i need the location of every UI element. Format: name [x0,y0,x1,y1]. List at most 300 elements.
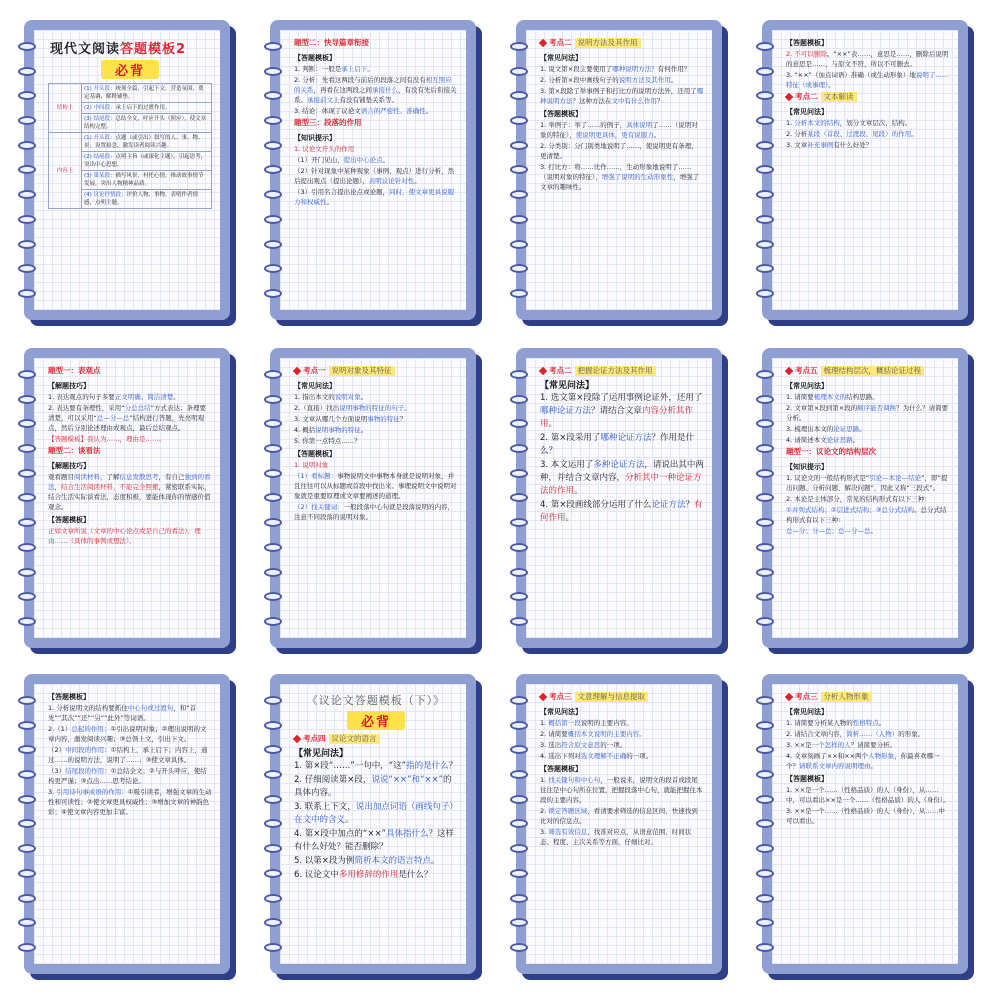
ring-icon [264,141,282,150]
line-text: ，请说出其中两种，并结合文章内容， [540,460,704,483]
spiral-binding [264,696,284,952]
line-text: 观看题目 [48,473,74,481]
line-text: 1. 判断：一般是 [294,65,342,73]
card-content [294,366,458,522]
ring-icon [756,419,774,428]
line-text: 1. 说文第×段主要使用了 [540,65,613,73]
highlighted-text: 说出加点词语（画线句子）在文中的含义 [294,802,458,825]
line-text: 。 [828,81,835,89]
ring-icon [510,518,528,527]
highlighted-text: 1. 议论文开头的作用 [294,145,355,153]
content-line [294,855,458,868]
bracket-label: 【知识提示】 [294,134,336,142]
table-cell [82,103,212,114]
bracket-label: 【答题模板】 [294,450,336,458]
ring-icon [264,190,282,199]
ring-icon [510,264,528,273]
content-line [540,64,704,74]
line-text: ”，即“提出问题、分析问题、解决问题”，因此又称“三段式”。 [786,474,948,492]
table-cell [82,190,212,209]
spiral-binding [756,42,776,298]
highlighted-text: 论证方法 [651,500,686,510]
ring-icon [264,592,282,601]
spiral-binding [510,42,530,298]
line-text: 。 [653,131,661,139]
cell-text: 点明主旨（或深化主题），引起思考，突出中心思想。 [84,154,207,168]
line-text: 2. [540,807,549,815]
content-line [48,403,212,433]
diamond-icon [293,367,301,375]
line-text: 3. 结论：体现了议论文 [294,107,361,115]
content-line [786,129,950,139]
ring-icon [756,264,774,273]
content-line [48,703,212,723]
line-text: 2. 本论是主体部分，常见的结构形式有以下三种： [786,495,931,503]
highlighted-text: 文中有什么作用 [611,97,657,105]
grid-paper [772,358,958,638]
ring-icon [510,918,528,927]
ring-icon [18,91,36,100]
heading-text: 考点二 [549,366,572,375]
ring-icon [756,469,774,478]
line-text: 3. 本文运用了 [540,460,594,470]
ring-icon [756,444,774,453]
line-text: 4. 第×段中加点的“××” [294,829,386,839]
ring-icon [264,943,282,952]
highlighted-text: 哪种说明方法 [540,87,704,105]
ring-icon [18,894,36,903]
ring-icon [18,844,36,853]
line-text: 4. 文章刻画了××和××两个 [786,752,869,760]
ring-icon [18,745,36,754]
ring-icon [18,289,36,298]
ring-icon [756,592,774,601]
ring-icon [756,240,774,249]
content-line [540,499,704,525]
ring-icon [510,592,528,601]
ring-icon [756,141,774,150]
ring-icon [264,42,282,51]
line-text: ？这种方法在 [572,97,612,105]
ring-icon [264,770,282,779]
line-text: 有什么好处？ [833,141,873,149]
ring-icon [756,67,774,76]
content-line [48,745,212,765]
line-text: 的一项。 [626,752,653,760]
bracket-label: 【常见问法】 [540,54,582,62]
content-line [786,392,950,402]
highlighted-text: 哪种论证方法 [540,406,592,416]
ring-icon [510,819,528,828]
highlighted-text: 多用修辞的作用 [338,870,399,880]
content-line [294,502,458,522]
heading-text: 考点二 [795,92,818,101]
cell-text: 承上启下的过渡作用。 [115,105,171,111]
line-text: 。 [870,527,877,535]
line-text: 。 [382,156,390,164]
card-title: 《议论文答题模板（下）》 [306,694,446,707]
ring-icon [510,42,528,51]
highlighted-text: 概括本文说明的主要内容 [567,730,640,738]
ring-icon [264,568,282,577]
content-line [786,435,950,445]
highlighted-text: 语言的严密性、准确性 [360,107,426,115]
line-text: 。 [360,426,368,434]
highlighted-text: 信息发散思考 [119,473,159,481]
row-label: 结构上 [49,84,82,133]
content-line [786,473,950,493]
card-content [48,690,212,817]
content-line [786,740,950,750]
ring-icon [756,696,774,705]
highlighted-text: 简析本文的语言特点 [354,856,431,866]
grid-paper [280,358,466,638]
spiral-binding [756,370,776,626]
highlighted-text: 事物的特征 [367,415,400,423]
line-text: 的形象。 [898,730,925,738]
content-line [48,434,212,444]
ring-icon [510,795,528,804]
content-line [294,187,458,207]
line-text: 4. 请简述本文 [786,436,827,444]
content-line [786,70,950,90]
line-text: 。 [430,856,440,866]
table-row [49,84,212,103]
card-content [48,366,212,546]
line-text: 。 [548,419,558,429]
highlighted-text: 【答题模板】我认为……，理由是……。 [48,435,165,443]
line-text: ：①结构上，承上启下；内容上，通过……的说明方法，说明了……；③使文章具体。 [48,746,208,764]
line-text: 5. 你第一点特点……？ [294,437,361,445]
content-line [294,144,458,154]
content-line [48,472,212,512]
content-line [786,403,950,423]
content-line [294,75,458,105]
ring-icon [510,721,528,730]
ring-icon [756,617,774,626]
ring-icon [510,67,528,76]
content-line [48,724,212,744]
ring-icon [18,165,36,174]
heading-text: 考点二 [549,38,572,47]
line-text: 。 [367,65,374,73]
spiral-binding [18,42,38,298]
highlighted-text: 说说“××”和“××” [371,775,444,785]
ring-icon [510,240,528,249]
highlighted-text: 论证思路 [833,425,860,433]
section-heading [786,366,950,376]
ring-icon [18,795,36,804]
heading-highlight: 把握论证方法及其作用 [575,366,656,376]
ring-icon [756,42,774,51]
line-text: 2. 分析：先看这两段与前后的段落之间有没有 [294,76,426,84]
ring-icon [264,240,282,249]
highlighted-text: 总起的作用 [71,725,104,733]
bracket-label: 【常见问法】 [786,108,828,116]
ring-icon [510,617,528,626]
highlighted-text: 人物形象 [868,752,895,760]
ring-icon [18,869,36,878]
ring-icon [756,918,774,927]
ring-icon [18,770,36,779]
section-heading [294,366,458,376]
highlighted-text: 一个怎样的人 [811,741,851,749]
content-line [294,471,458,501]
line-text: ？请简要分析。 [850,741,897,749]
highlighted-text: ①并列式结构；②层进式结构；③总分式结构 [786,506,914,514]
ring-icon [264,419,282,428]
ring-icon [756,568,774,577]
line-text: ，增强了文章的趣味性。 [540,173,700,191]
must-memorize-badge: 必背 [347,711,405,730]
title-prefix: 现代文阅读 [50,42,121,57]
line-text: （2） [48,746,66,754]
ring-icon [18,469,36,478]
content-line [294,106,458,116]
highlighted-text: 结尾段的作用 [65,767,105,775]
highlighted-text: 锁定答题区域 [548,807,588,815]
card-title [50,38,212,57]
notebook-card [270,348,476,648]
highlighted-text: 顺序能否调换 [857,404,897,412]
content-line [294,64,458,74]
content-line [786,806,950,826]
content-line [294,801,458,827]
ring-icon [756,745,774,754]
highlighted-text: 分总总结 [124,404,151,412]
line-text: ，看清要求筛选的信息区间，快速找到比对的信息点。 [540,807,698,825]
grid-paper [772,684,958,964]
highlighted-text: 承上启下 [341,65,368,73]
question-type-heading: 题型一：表观点 [48,366,101,375]
line-text: ，和“首先”“其次”“还”“另”“此外”等词语。 [48,704,197,722]
content-line [294,774,458,800]
line-text: 说明的主要内容。 [580,719,633,727]
highlighted-text: 简析……（人物） [846,730,899,738]
highlighted-text: （2） [294,503,312,511]
bracket-label: 【答题模板】 [786,775,828,783]
notebook-card [516,674,722,974]
content-line [294,828,458,854]
line-text: ，有没有先后衔接关系。 [294,86,457,104]
bracket-label: 【常见问法】 [786,708,828,716]
line-text: （1）开门见山， [294,156,344,164]
line-text: 了……（说明对象的特征）， [540,121,698,139]
line-text: ，再看在这两段之间 [313,86,372,94]
line-text: 。 [173,393,180,401]
structure-table [48,83,212,209]
line-text: 3. 选出 [540,741,562,749]
line-text: 1. 指出本文的 [294,393,335,401]
content-line [540,729,704,739]
line-text: 。 [326,198,333,206]
content-line [540,86,704,106]
card-content [294,734,458,882]
ring-icon [18,696,36,705]
highlighted-text: 具体说明 [626,121,653,129]
cell-text: (2) 中间段： [84,105,116,111]
line-text: ”方式表达；条理要清楚，可以采用“ [48,404,207,422]
line-text: 1. 议论文的一般结构形式是“ [786,474,870,482]
cell-text: (3) 结尾段： [84,116,116,122]
bracket-label: 【解题技巧】 [48,462,90,470]
ring-icon [264,721,282,730]
cell-text: 统领全篇，引起下文， [115,86,171,92]
line-text: 3. 文章 [786,141,808,149]
ring-icon [756,370,774,379]
line-text: 3. [48,788,57,796]
heading-text: 考点一 [303,366,326,375]
ring-icon [756,844,774,853]
line-text: ？请结合文章 [591,406,643,416]
content-line [786,49,950,69]
ring-icon [756,770,774,779]
line-text: ：①引出说明对象；②理出说明的文章内容，激发阅读兴趣；③总领上文，引出下文。 [48,725,207,743]
content-line [48,392,212,402]
notebook-card [762,348,968,648]
section-heading [540,366,704,376]
content-line [786,729,950,739]
line-text: 。 [859,425,866,433]
highlighted-text: 符合原文意思 [561,741,601,749]
highlighted-text: 阅读材料 [74,473,100,481]
highlighted-text: 看标题： [311,472,338,480]
line-text: 的具体内容。 [294,775,452,798]
ring-icon [756,721,774,730]
ring-icon [264,918,282,927]
content-line [786,785,950,805]
content-line [540,827,704,847]
line-text: 2. 仔细阅读第×段， [294,775,372,785]
line-text: 。 [639,730,646,738]
content-line [540,806,704,826]
ring-icon [510,493,528,502]
ring-icon [756,116,774,125]
ring-icon [756,543,774,552]
line-text: 3. 联系上下文， [294,802,356,812]
diamond-icon [785,367,793,375]
ring-icon [18,543,36,552]
ring-icon [18,819,36,828]
highlighted-text: 哪种论证方法 [600,433,652,443]
diamond-icon [785,693,793,701]
highlighted-text: 找关键句和中心句 [548,776,601,784]
highlighted-text: 说明事物的特征的句子 [339,404,405,412]
line-text: 。 [345,815,354,825]
ring-icon [18,141,36,150]
content-line [540,459,704,498]
notebook-card [762,20,968,320]
table-cell [82,152,212,171]
ring-icon [264,819,282,828]
cell-text: 营造氛围，奠定基调，解释铺垫。 [84,86,204,100]
content-line [786,718,950,728]
bracket-label: 【答题模板】 [294,54,336,62]
ring-icon [264,844,282,853]
ring-icon [756,215,774,224]
highlighted-text: 承接前文 [307,96,333,104]
ring-icon [756,795,774,804]
ring-icon [510,395,528,404]
ring-icon [264,370,282,379]
line-text: ？ [657,97,664,105]
ring-icon [264,518,282,527]
bracket-label: 【解题技巧】 [48,382,90,390]
content-line [48,787,212,817]
cell-text: (3) 第某段： [84,173,116,179]
highlighted-text: 2. 不可以删除 [786,50,827,58]
grid-paper [526,30,712,310]
title-highlight: 答题模板2 [120,42,187,57]
line-text: ？ [399,415,407,423]
line-text: 3. [540,828,549,836]
highlighted-text: 说明方法及其作用 [618,76,671,84]
line-text: 1. [540,719,549,727]
bracket-label: 【答题模板】 [540,110,582,118]
line-text: 4. 概括 [294,426,316,434]
highlighted-text: 提出中心论点 [343,156,383,164]
line-text: 2. 文章第×段到第×段的 [786,404,858,412]
bracket-label: 【答题模板】 [48,693,90,701]
ring-icon [756,289,774,298]
highlighted-text: 增强了说明的生动形象性 [601,173,674,181]
line-text: 2. 请结合文章内容， [786,730,847,738]
highlighted-text: 找关键词： [311,503,344,511]
content-line [540,751,704,761]
cell-text: 评价人物、事物，表明作者情感，点明主题。 [84,192,199,206]
row-label: 内容上 [49,133,82,209]
highlighted-text: 结合生活阅读材料，不能完全照搬 [61,483,159,491]
notebook-card [270,20,476,320]
highlighted-text: 引用诗句事成语的作用 [56,788,122,796]
grid-paper [34,30,220,310]
content-line [540,775,704,805]
ring-icon [264,67,282,76]
ring-icon [264,215,282,224]
content-line [48,766,212,786]
ring-icon [510,116,528,125]
line-text: 一般段落中心句就是段落说明的内容，注意不同段落的说明对象。 [294,503,455,521]
highlighted-text: 引论—本论—结论 [869,474,922,482]
highlighted-text: 性格特点 [852,719,879,727]
section-heading [294,734,458,744]
line-text: 。 [852,436,860,444]
highlighted-text: 具体指什么 [386,829,429,839]
line-text: ？为什么？请简要分析。 [786,404,949,422]
line-text: ，划分文章层次，结构。 [839,119,912,127]
ring-icon [264,795,282,804]
ring-icon [756,943,774,952]
line-text: ：①总结全文；②与开头呼应，使结构更严谨；③点出……思考结论。 [48,767,207,785]
bracket-label: 【常见问法】 [294,749,349,759]
line-text: 。 [404,404,411,412]
grid-paper [280,30,466,310]
section-heading [786,92,950,102]
heading-highlight: 梳理结构层次，概括论证过程 [821,366,925,376]
line-text: 上有没有铺垫关系等。 [333,96,398,104]
content-line [294,166,458,186]
content-line [540,392,704,431]
diamond-icon [539,39,547,47]
line-text: 4. 选出下列对 [540,752,581,760]
line-text: 3. 打比方：将……比作……，生动形象地说明了……（说明对象的特征）， [540,163,692,181]
highlighted-text: 同时，使文章更具说服力和权威性 [294,188,455,206]
cell-text: 总结全文，呼应开头（照应），使文章结构完整。 [84,116,207,130]
spiral-binding [510,696,530,952]
line-text: 事物说明文中事物本身就是说明对象，并且往往可以从标题或首段中找出来。事理说明文中说明对象就是重要原理或文章要阐述的道理。 [294,472,457,500]
line-text: ，有自己 [158,473,185,481]
line-text: 2. 分析第×段中画线句子的 [540,76,619,84]
